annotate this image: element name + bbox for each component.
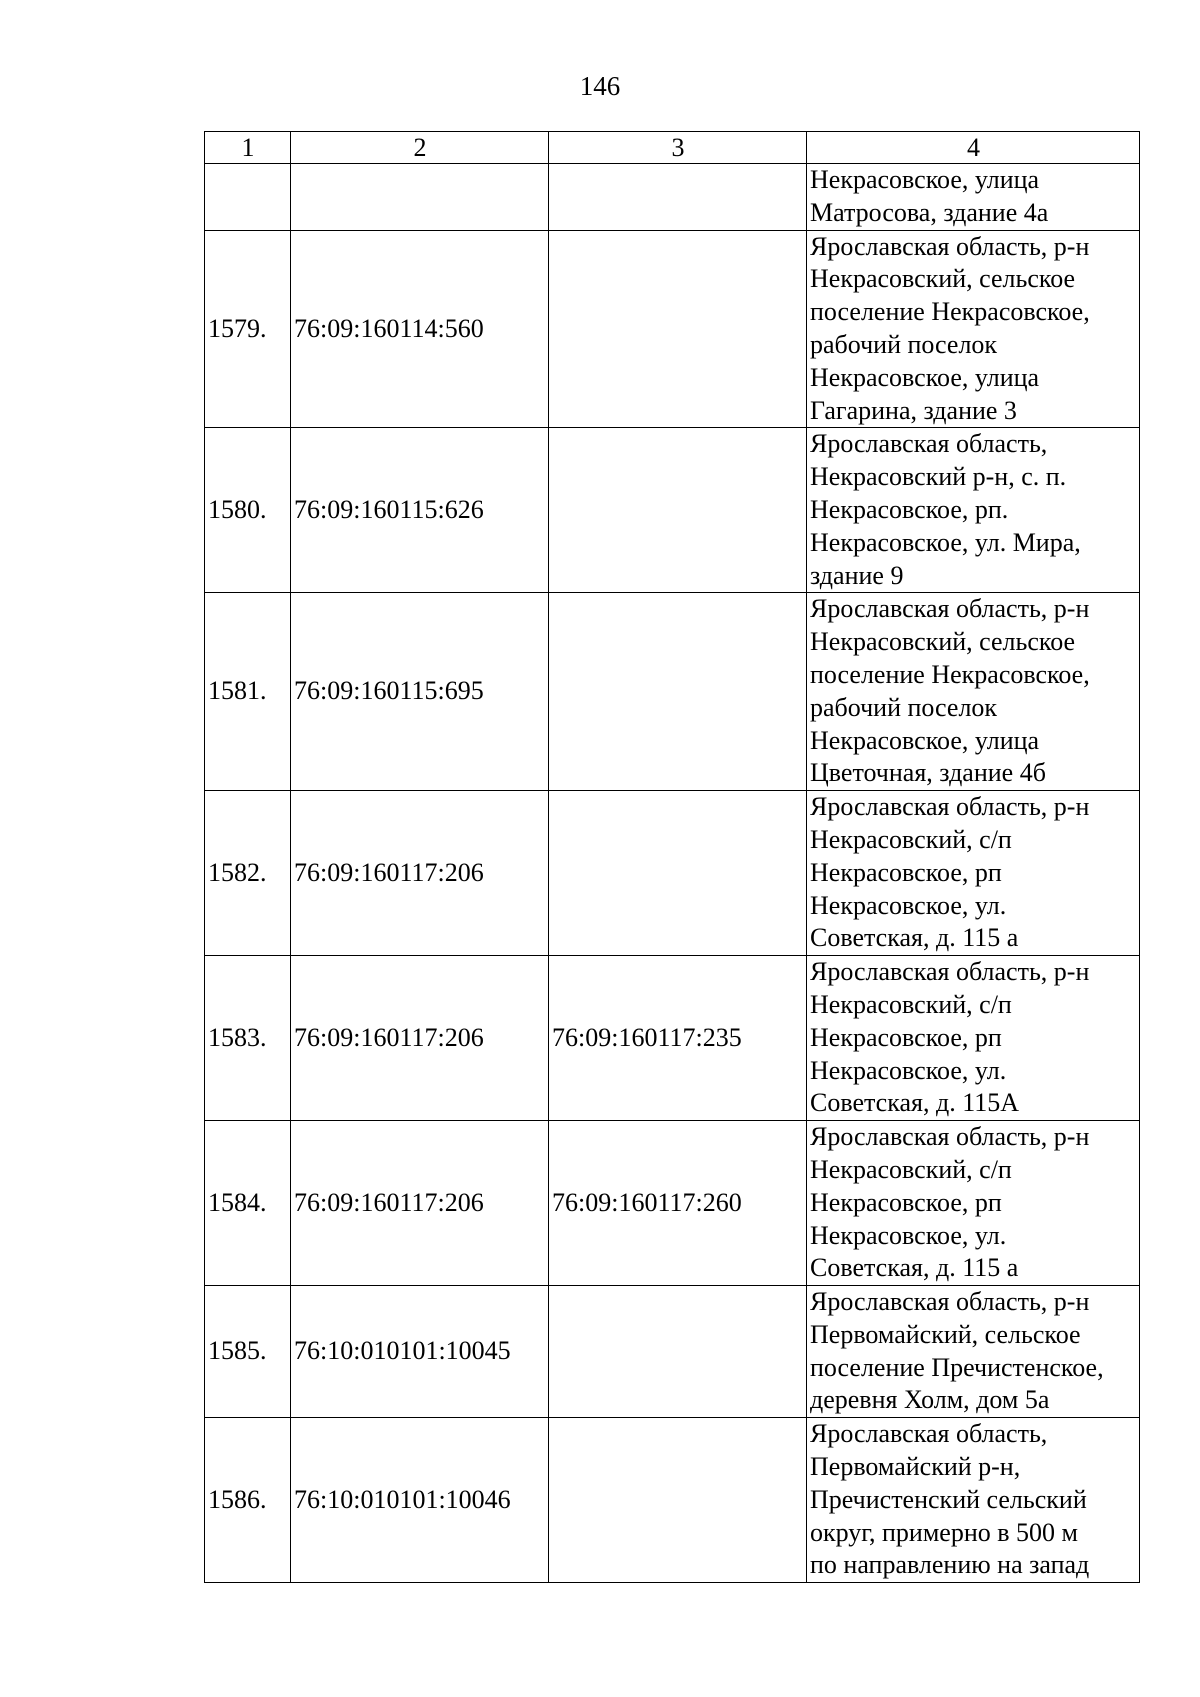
address-cell: [807, 428, 1140, 593]
cadastral-number-cell: 76:09:160114:560: [291, 230, 549, 428]
address-line: Некрасовское, рп: [810, 857, 1002, 887]
table-row: [205, 164, 1140, 231]
address-line: Советская, д. 115 а: [810, 923, 1019, 953]
cadastral-number-cell: [291, 164, 549, 231]
address-line: Некрасовское, улица: [810, 725, 1040, 755]
related-cadastral-number-cell: 76:09:160117:260: [549, 1121, 807, 1286]
related-cadastral-number-cell: [549, 593, 807, 791]
cadastral-number-cell: 76:09:160117:206: [291, 791, 549, 956]
cadastral-number-cell: 76:09:160117:206: [291, 956, 549, 1121]
row-number-cell: 1586.: [205, 1418, 291, 1583]
address-cell: [807, 230, 1140, 428]
address-line: здание 9: [810, 560, 904, 590]
address-line: Цветочная, здание 4б: [810, 758, 1046, 788]
address-line: Некрасовский р-н, с. п.: [810, 462, 1067, 492]
row-number-cell: 1583.: [205, 956, 291, 1121]
address-line: Ярославская область, р-н: [810, 594, 1090, 624]
related-cadastral-number-cell: [549, 428, 807, 593]
address-line: Некрасовский, сельское: [810, 627, 1076, 657]
address-line: Ярославская область, р-н: [810, 231, 1090, 261]
related-cadastral-number-cell: [549, 1286, 807, 1418]
address-line: Некрасовский, с/п: [810, 989, 1012, 1019]
row-number-cell: 1585.: [205, 1286, 291, 1418]
address-line: Некрасовское, ул.: [810, 1055, 1007, 1085]
address-line: рабочий поселок: [810, 329, 998, 359]
related-cadastral-number-cell: 76:09:160117:235: [549, 956, 807, 1121]
address-line: округ, примерно в 500 м: [810, 1517, 1078, 1547]
address-line: Пречистенский сельский: [810, 1484, 1087, 1514]
related-cadastral-number-cell: [549, 230, 807, 428]
column-header-2: 2: [291, 132, 549, 164]
address-line: Некрасовское, улица: [810, 165, 1040, 194]
related-cadastral-number-cell: [549, 791, 807, 956]
table-row: [205, 1121, 1140, 1286]
row-number-cell: 1580.: [205, 428, 291, 593]
related-cadastral-number-cell: [549, 164, 807, 231]
address-line: Первомайский, сельское: [810, 1319, 1081, 1349]
address-line: Гагарина, здание 3: [810, 395, 1017, 425]
table-row: [205, 428, 1140, 593]
address-line: Некрасовский, сельское: [810, 264, 1076, 294]
table-row: [205, 1418, 1140, 1583]
registry-table: [204, 131, 1140, 1583]
table-body: [205, 164, 1140, 1583]
cadastral-number-cell: 76:10:010101:10046: [291, 1418, 549, 1583]
address-line: Ярославская область,: [810, 1419, 1048, 1449]
column-header-1: 1: [205, 132, 291, 164]
address-line: поселение Некрасовское,: [810, 297, 1090, 327]
cadastral-number-cell: 76:09:160115:695: [291, 593, 549, 791]
address-line: Первомайский р-н,: [810, 1452, 1021, 1482]
page-number: 146: [579, 71, 621, 101]
address-cell: [807, 593, 1140, 791]
table-row: [205, 791, 1140, 956]
address-line: деревня Холм, дом 5а: [810, 1385, 1050, 1415]
address-line: Некрасовское, улица: [810, 362, 1040, 392]
address-line: рабочий поселок: [810, 692, 998, 722]
row-number-cell: 1584.: [205, 1121, 291, 1286]
column-header-3: 3: [549, 132, 807, 164]
row-number-cell: 1582.: [205, 791, 291, 956]
address-line: Ярославская область,: [810, 429, 1048, 459]
cadastral-number-cell: 76:09:160115:626: [291, 428, 549, 593]
table-header: [205, 132, 1140, 164]
address-line: Некрасовское, ул. Мира,: [810, 527, 1081, 557]
table-row: [205, 593, 1140, 791]
address-line: Ярославская область, р-н: [810, 1287, 1090, 1317]
row-number-cell: 1581.: [205, 593, 291, 791]
related-cadastral-number-cell: [549, 1418, 807, 1583]
address-line: Некрасовское, рп: [810, 1022, 1002, 1052]
table-row: [205, 1286, 1140, 1418]
address-line: Некрасовское, рп: [810, 1187, 1002, 1217]
address-line: Некрасовский, с/п: [810, 1154, 1012, 1184]
address-cell: [807, 164, 1140, 231]
row-number-cell: 1579.: [205, 230, 291, 428]
column-header-4: 4: [807, 132, 1140, 164]
cadastral-number-cell: 76:10:010101:10045: [291, 1286, 549, 1418]
address-cell: [807, 791, 1140, 956]
address-line: Матросова, здание 4а: [810, 197, 1049, 227]
address-line: поселение Некрасовское,: [810, 659, 1090, 689]
address-line: Советская, д. 115А: [810, 1088, 1020, 1118]
address-cell: [807, 1418, 1140, 1583]
cadastral-number-cell: 76:09:160117:206: [291, 1121, 549, 1286]
address-line: Советская, д. 115 а: [810, 1253, 1019, 1283]
address-line: поселение Пречистенское,: [810, 1352, 1104, 1382]
table-row: [205, 230, 1140, 428]
address-line: по направлению на запад: [810, 1550, 1090, 1580]
address-line: Ярославская область, р-н: [810, 957, 1090, 987]
row-number-cell: [205, 164, 291, 231]
address-cell: [807, 1286, 1140, 1418]
address-cell: [807, 956, 1140, 1121]
address-line: Некрасовское, ул.: [810, 890, 1007, 920]
address-cell: [807, 1121, 1140, 1286]
address-line: Ярославская область, р-н: [810, 792, 1090, 822]
address-line: Некрасовский, с/п: [810, 824, 1012, 854]
header-row: [205, 132, 1140, 164]
address-line: Некрасовское, рп.: [810, 494, 1009, 524]
address-line: Ярославская область, р-н: [810, 1122, 1090, 1152]
address-line: Некрасовское, ул.: [810, 1220, 1007, 1250]
table-row: [205, 956, 1140, 1121]
